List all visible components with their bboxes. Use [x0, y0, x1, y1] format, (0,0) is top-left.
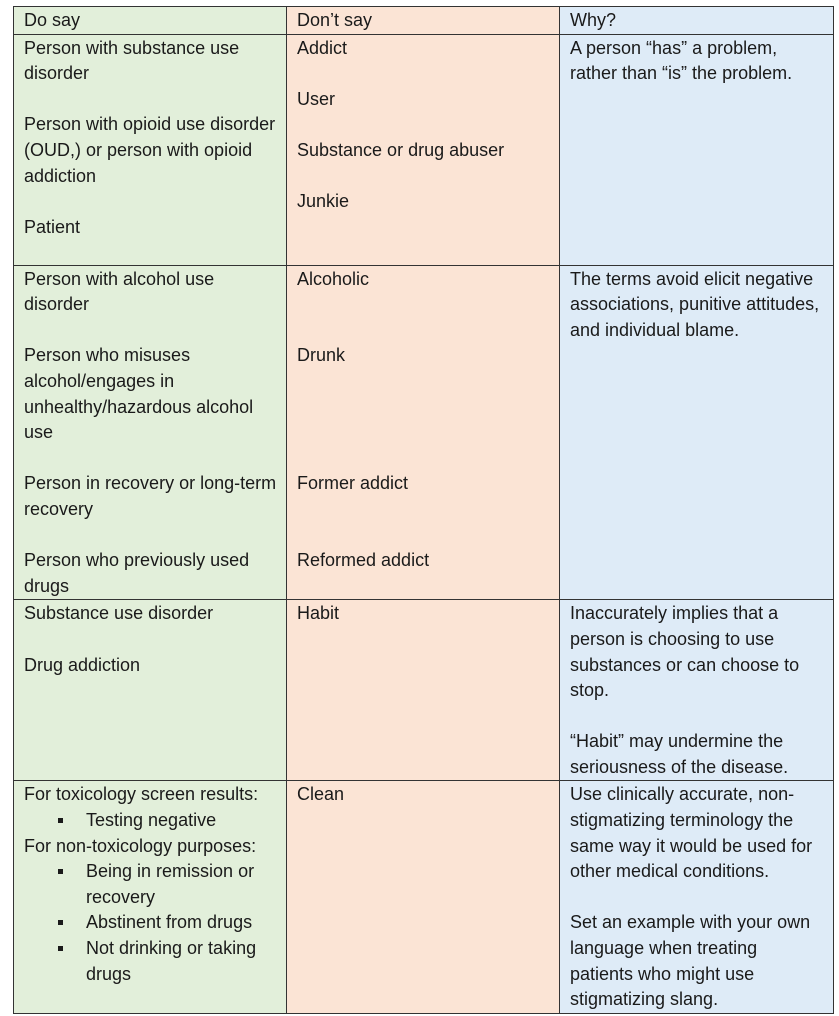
non-toxicology-list: [24, 859, 278, 987]
why-cell: The terms avoid elicit negative associations, punitive attitudes, and individual blame.: [560, 265, 834, 600]
do-say-cell: Person with alcohol use disorder Person who misuses alcohol/engages in unhealthy/hazardous alcohol use Person in recovery or long-term recovery Person who previously used drugs: [14, 265, 287, 600]
why-cell: A person “has” a problem, rather than “is” the problem.: [560, 34, 834, 265]
toxicology-intro: For toxicology screen results:: [24, 784, 259, 805]
toxicology-list: [24, 808, 278, 834]
list-item: Testing negative: [86, 808, 278, 834]
header-do-say: Do say: [14, 7, 287, 35]
table-row: [14, 600, 834, 781]
table-header-row: [14, 7, 834, 35]
table-row: [14, 265, 834, 600]
do-say-cell: Person with substance use disorder Person with opioid use disorder (OUD,) or person with opioid addiction Patient: [14, 34, 287, 265]
dont-say-cell: Alcoholic Drunk Former addict Reformed addict: [287, 265, 560, 600]
table-row: [14, 781, 834, 1013]
why-cell: Inaccurately implies that a person is choosing to use substances or can choose to stop. “Habit” may undermine the seriousness of the disease.: [560, 600, 834, 781]
why-cell: Use clinically accurate, non-stigmatizing terminology the same way it would be used for other medical conditions. Set an example with your own language when treating patients who might use stigmatizing slang.: [560, 781, 834, 1013]
do-say-cell: [14, 781, 287, 1013]
header-dont-say: Don’t say: [287, 7, 560, 35]
dont-say-cell: Habit: [287, 600, 560, 781]
non-toxicology-intro: For non-toxicology purposes:: [24, 835, 257, 856]
language-guide-table: [13, 6, 834, 1014]
list-item: Abstinent from drugs: [86, 910, 278, 936]
header-why: Why?: [560, 7, 834, 35]
dont-say-cell: Clean: [287, 781, 560, 1013]
table-row: [14, 34, 834, 265]
dont-say-cell: Addict User Substance or drug abuser Junkie: [287, 34, 560, 265]
do-say-cell: Substance use disorder Drug addiction: [14, 600, 287, 781]
list-item: Being in remission or recovery: [86, 859, 278, 910]
cropped-heading-fragment: [272, 0, 412, 4]
list-item: Not drinking or taking drugs: [86, 936, 278, 987]
